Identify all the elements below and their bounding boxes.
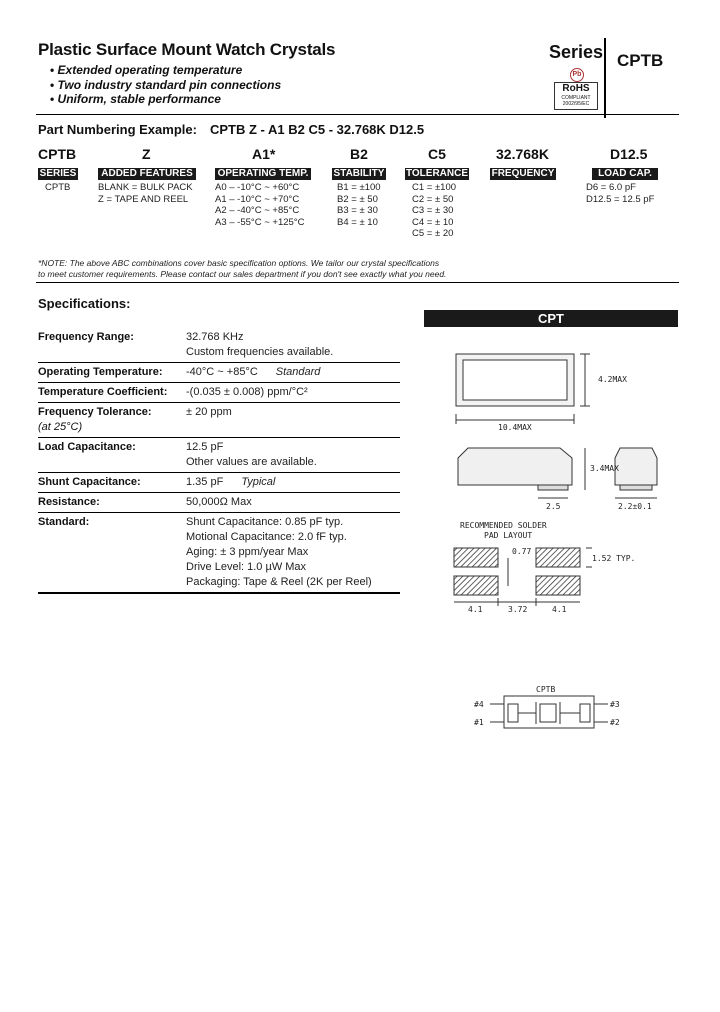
top-view-inner	[463, 360, 567, 400]
spec-tag: Standard	[275, 366, 321, 378]
tolerance-options	[412, 182, 456, 240]
option-item: C2 = ± 50	[412, 193, 454, 205]
option-item: A2 – -40°C ~ +85°C	[215, 205, 300, 216]
spec-line: 12.5 pF	[186, 441, 224, 453]
pin-label: #4	[474, 700, 484, 709]
option-item: A1 – -10°C ~ +70°C	[215, 193, 300, 205]
spec-line: -40°C ~ +85°C	[186, 366, 258, 378]
end-view-lead	[620, 485, 652, 490]
label-tolerance: TOLERANCE	[405, 168, 469, 179]
pin-label: #3	[610, 700, 620, 709]
spec-line: Drive Level: 1.0 µW Max	[186, 561, 307, 573]
option-item: BLANK = BULK PACK	[98, 182, 193, 193]
spec-value	[186, 385, 308, 400]
dim-pad-height: 1.52 TYP.	[592, 554, 636, 563]
rohs-badge	[554, 82, 598, 110]
spec-line: Packaging: Tape & Reel (2K per Reel)	[186, 576, 372, 588]
spec-value	[186, 365, 320, 380]
series-name: CPTB	[617, 51, 664, 70]
side-view-body	[458, 448, 572, 485]
feature-bullets	[50, 63, 281, 107]
spec-line: Custom frequencies available.	[186, 346, 334, 358]
dim-length: 10.4MAX	[498, 423, 532, 432]
spec-line: Other values are available.	[186, 456, 317, 468]
divider	[36, 114, 679, 115]
spec-value	[186, 495, 252, 510]
dim-pad-width: 4.1	[552, 605, 567, 614]
series-options	[45, 182, 70, 194]
option-item: B3 = ± 30	[337, 205, 378, 216]
label-stability: STABILITY	[333, 168, 385, 179]
solder-pad	[454, 548, 498, 567]
spec-value	[186, 515, 372, 590]
spec-line: 32.768 KHz	[186, 331, 244, 343]
spec-key	[38, 405, 186, 435]
note-text	[38, 258, 446, 279]
pin-pad	[508, 704, 518, 722]
dim-height: 4.2MAX	[598, 375, 627, 384]
spec-row	[38, 363, 400, 383]
rohs-directive: 2002/95/EC	[562, 101, 590, 107]
code-features: Z	[142, 146, 151, 162]
code-frequency: 32.768K	[496, 146, 549, 162]
pin-label: #1	[474, 718, 484, 727]
drawing-title: CPT	[424, 310, 678, 327]
option-item: C3 = ± 30	[412, 205, 454, 216]
spec-row	[38, 328, 400, 363]
code-stability: B2	[350, 146, 368, 162]
side-view-lead	[538, 485, 568, 490]
pin-pad	[580, 704, 590, 722]
spec-line: Aging: ± 3 ppm/year Max	[186, 546, 309, 558]
specifications-table	[38, 328, 400, 594]
option-item: B2 = ± 50	[337, 193, 378, 205]
option-item: A3 – -55°C ~ +125°C	[215, 216, 305, 228]
spec-tag: Typical	[241, 476, 276, 488]
series-divider	[604, 38, 606, 118]
stability-options	[337, 182, 381, 228]
loadcap-options	[586, 182, 654, 205]
option-item: C5 = ± 20	[412, 228, 454, 239]
spec-line: 1.35 pF	[186, 476, 224, 488]
dim-thickness: 3.4MAX	[590, 464, 619, 473]
note-line: *NOTE: The above ABC combinations cover basic specification options. We tailor our crystal specifications	[38, 258, 440, 268]
spec-line: -(0.035 ± 0.008) ppm/°C²	[186, 386, 308, 398]
pb-free-icon: Pb	[570, 68, 584, 82]
dim-pad-width: 4.1	[468, 605, 483, 614]
spec-value	[186, 475, 275, 490]
spec-key: Temperature Coefficient:	[38, 386, 168, 398]
note-line: to meet customer requirements. Please contact our sales department if you don't see exactly what you need.	[38, 268, 447, 279]
page-title: Plastic Surface Mount Watch Crystals	[38, 40, 336, 59]
option-item: B4 = ± 10	[337, 216, 378, 228]
option-item: D6 = 6.0 pF	[586, 182, 636, 193]
label-temp: OPERATING TEMP.	[215, 168, 311, 180]
spec-line: Shunt Capacitance: 0.85 pF typ.	[186, 516, 344, 528]
code-tolerance: C5	[428, 146, 446, 162]
temp-options	[215, 182, 304, 228]
series-label: Series	[549, 42, 604, 62]
bullet-item: • Uniform, stable performance	[50, 92, 281, 107]
spec-row	[38, 493, 400, 513]
divider	[36, 282, 679, 283]
label-frequency: FREQUENCY	[491, 168, 555, 179]
pin-label: #2	[610, 718, 620, 727]
part-numbering-example: CPTB Z - A1 B2 C5 - 32.768K D12.5	[210, 122, 425, 137]
spec-key-line: Frequency Tolerance:	[38, 406, 152, 418]
option-item: C1 = ±100	[412, 182, 457, 193]
rohs-compliant: COMPLIANT	[561, 95, 591, 101]
spec-line: 50,000Ω Max	[186, 496, 252, 508]
spec-value	[186, 405, 232, 435]
spec-row	[38, 438, 400, 473]
spec-row	[38, 383, 400, 403]
option-item: Z = TAPE AND REEL	[98, 193, 189, 205]
package-drawing	[420, 330, 690, 750]
spec-row	[38, 513, 400, 594]
code-series: CPTB	[38, 146, 77, 162]
spec-key: Standard:	[38, 516, 90, 528]
bullet-item: • Two industry standard pin connections	[50, 78, 281, 93]
dim-end: 2.2±0.1	[618, 502, 652, 511]
solder-pad	[536, 548, 580, 567]
pad-title: RECOMMENDED SOLDER	[460, 521, 547, 530]
feature-options	[98, 182, 193, 205]
label-series: SERIES	[39, 168, 77, 179]
crystal-symbol	[540, 704, 556, 722]
dim-lead: 2.5	[546, 502, 561, 511]
spec-key-sub: (at 25°C)	[38, 421, 83, 433]
code-loadcap: D12.5	[610, 146, 648, 162]
label-loadcap: LOAD CAP.	[592, 168, 658, 180]
part-numbering-title: Part Numbering Example:	[38, 122, 197, 137]
spec-line: ± 20 ppm	[186, 406, 232, 418]
option-item: D12.5 = 12.5 pF	[586, 193, 655, 205]
solder-pad	[536, 576, 580, 595]
bullet-item: • Extended operating temperature	[50, 63, 281, 78]
specifications-title: Specifications:	[38, 296, 131, 311]
spec-key: Load Capacitance:	[38, 441, 136, 453]
pin-title: CPTB	[536, 685, 556, 694]
spec-key: Shunt Capacitance:	[38, 476, 141, 488]
dim-gap: 0.77	[512, 547, 532, 556]
dim-pad-spacing: 3.72	[508, 605, 528, 614]
code-temp: A1*	[252, 146, 276, 162]
end-view-body	[615, 448, 657, 485]
pad-subtitle: PAD LAYOUT	[484, 531, 533, 540]
option-item: A0 – -10°C ~ +60°C	[215, 182, 300, 193]
spec-key: Resistance:	[38, 496, 100, 508]
option-item: B1 = ±100	[337, 182, 381, 193]
spec-value	[186, 330, 333, 360]
spec-value	[186, 440, 317, 470]
option-item: C4 = ± 10	[412, 216, 454, 228]
spec-line: Motional Capacitance: 2.0 fF typ.	[186, 531, 347, 543]
label-features: ADDED FEATURES	[98, 168, 196, 180]
spec-key: Operating Temperature:	[38, 366, 163, 378]
option-item: CPTB	[45, 182, 71, 193]
rohs-text: RoHS	[562, 83, 590, 94]
spec-row	[38, 403, 400, 438]
spec-key: Frequency Range:	[38, 331, 134, 343]
spec-row	[38, 473, 400, 493]
solder-pad	[454, 576, 498, 595]
